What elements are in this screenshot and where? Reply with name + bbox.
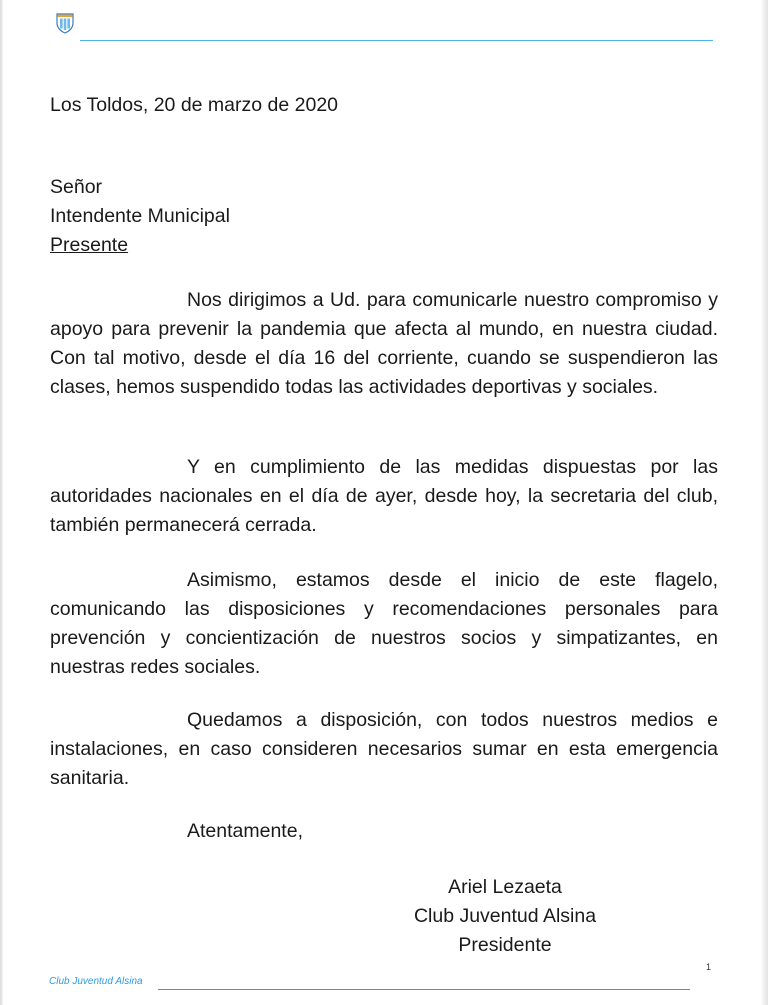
body-paragraph-3: Asimismo, estamos desde el inicio de este flagelo, comunicando las disposiciones y recomendaciones personales para prevención y concientización de nuestros socios y simpatizantes, en nuestras redes sociales. [50,569,718,678]
recipient-title: Intendente Municipal [50,205,230,227]
signatory-name: Ariel Lezaeta [448,876,562,898]
body-paragraph-4: Quedamos a disposición, con todos nuestros medios e instalaciones, en caso consideren necesarios sumar en esta emergencia sanitaria. [50,709,718,789]
signature-block [370,873,640,960]
footer-label: Club Juventud Alsina [49,976,143,987]
date-line: Los Toldos, 20 de marzo de 2020 [50,94,339,116]
body-paragraph-2: Y en cumplimiento de las medidas dispuestas por las autoridades nacionales en el día de ayer, desde hoy, la secretaria del club, también permanecerá cerrada. [50,456,718,536]
signatory-role: Presidente [458,934,552,956]
recipient-block [50,173,230,260]
page-right-edge [762,0,768,1005]
recipient-salutation: Señor [50,176,103,198]
page-left-edge [0,0,3,1005]
closing-line: Atentamente, [187,820,303,842]
header-rule [80,40,713,41]
body-paragraph-1: Nos dirigimos a Ud. para comunicarle nuestro compromiso y apoyo para prevenir la pandemia que afecta al mundo, en nuestra ciudad. Con tal motivo, desde el día 16 del corriente, cuando se suspendieron las clases, hemos suspendido todas las actividades deportivas y sociales. [50,289,718,398]
footer-rule [158,989,690,990]
signatory-organization: Club Juventud Alsina [413,905,597,927]
club-crest-icon [56,12,74,34]
page-number: 1 [706,962,712,972]
recipient-presente: Presente [50,234,129,256]
